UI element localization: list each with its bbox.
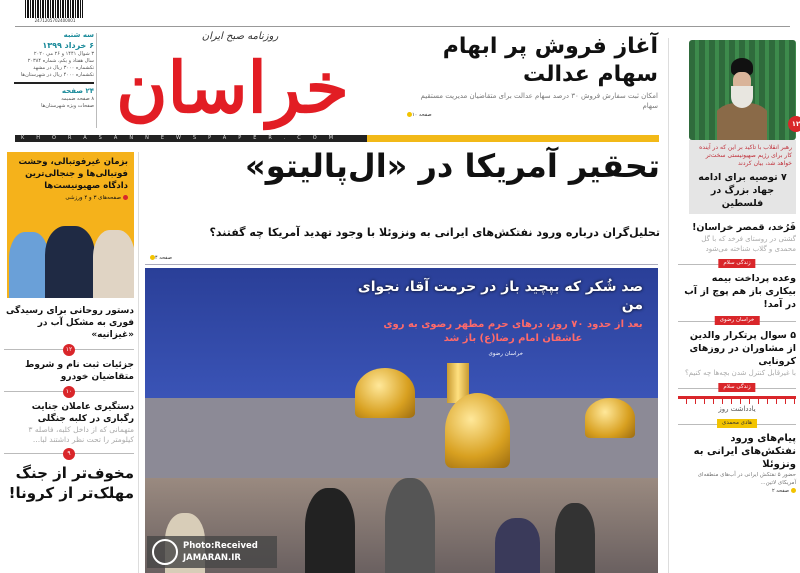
issue-date: ۶ خرداد ۱۳۹۹ xyxy=(42,41,94,50)
info-line: تکشماره ۳۰۰۰ ریال در مشهد xyxy=(33,65,94,71)
info-line: صفحات ویژه شهرستان‌ها xyxy=(41,103,94,109)
barcode xyxy=(25,0,83,18)
golden-dome xyxy=(355,368,415,418)
photo-caption-title: صد شُکر که بپچید باز در حرمت آقا، نجوای من xyxy=(357,279,643,313)
story-headline[interactable]: پیام‌های ورود نفتکش‌های ایرانی به ونزوئلا xyxy=(693,433,796,470)
golden-dome xyxy=(585,398,635,438)
info-line: ۸ صفحه ضمیمه xyxy=(61,96,94,102)
newspaper-logo: خراسان xyxy=(116,46,349,129)
section-tag: زندگی سلام xyxy=(718,259,755,268)
person-figure xyxy=(717,58,767,140)
author-tag: هادی محمدی xyxy=(717,419,757,428)
info-line: ۳ شوال ۱۴۴۱ و ۲۶ مي ۲۰۲۰ xyxy=(33,51,94,57)
top-story-summary: امکان ثبت سفارش فروش ۳۰ درصد سهام عدالت برای متقاضیان مدیریت مستقیم سهام xyxy=(420,92,658,110)
page-ref: صفحه ۴ xyxy=(148,254,248,262)
person-photo xyxy=(9,232,49,298)
barcode-number: 2471205702400001 xyxy=(34,18,76,23)
feature-headline: بزمان غیرفوتبالی، وحشت فوتبالی‌ها و جنجالی‌ترین دادگاه صهیونیست‌ها xyxy=(18,157,128,191)
story-summary: با غیرقابل کنترل شدن بچه‌ها چه کنیم؟ xyxy=(684,369,796,377)
column-title[interactable]: یادداشت روز xyxy=(718,405,756,413)
quote: رهبر انقلاب با تاکید بر این که در آینده کار برای رژیم صهیونیستی سخت‌تر خواهد شد، بیان کردند xyxy=(699,144,792,167)
story-headline[interactable]: جزئیات ثبت نام و شروط متقاضیان خودرو xyxy=(24,360,134,382)
page-ref: صفحه ۱۰ xyxy=(405,111,658,119)
section-tag: خراسان رضوی xyxy=(715,316,760,325)
story-headline: ۷ توصیه برای ادامه جهاد بزرگ در فلسطین xyxy=(698,172,787,209)
page-count: ۲۴ صفحه xyxy=(61,87,94,95)
story-headline[interactable]: مخوف‌تر از جنگ مهلک‌تر از کرونا! xyxy=(8,464,134,502)
watermark-line: Photo:Received xyxy=(183,541,258,551)
top-story xyxy=(405,33,658,119)
story-summary: حضور ۵ نفتکش ایرانی در آب‌های منطقه‌ای آمریکای لاتین... xyxy=(697,472,796,486)
right-column xyxy=(678,40,800,495)
accent-bar xyxy=(367,135,659,142)
page-ref: صفحه‌های ۳ و ۴ ورزشی xyxy=(7,194,134,202)
top-story-headline[interactable]: آغاز فروش پر ابهام سهام عدالت xyxy=(442,34,658,87)
leader-photo[interactable] xyxy=(689,40,800,140)
main-subheadline: تحلیل‌گران درباره ورود نفتکش‌های ایرانی به ونزوئلا با وجود تهدید آمریکا چه گفتند؟ xyxy=(209,226,660,239)
divider xyxy=(668,38,669,573)
divider xyxy=(145,264,658,265)
photo-credit: خراسان رضوی xyxy=(488,351,523,357)
page-number: ۱۲ xyxy=(63,344,75,356)
divider xyxy=(14,82,94,84)
issue-day: سه شنبه xyxy=(63,31,94,39)
column-decoration xyxy=(678,396,796,404)
leader-story[interactable] xyxy=(689,140,796,214)
story-summary: متهمانی که از داخل کلبه، فاصله ۳ کیلومتر را تحت نظر داشتند لبا... xyxy=(28,425,134,444)
shrine-photo[interactable] xyxy=(145,268,658,573)
photo-caption xyxy=(343,278,643,358)
story-headline[interactable]: وعده پرداخت بیمه بیکاری باز هم پوچ از آب در آمد! xyxy=(684,273,796,310)
divider xyxy=(138,152,139,573)
main-headline[interactable]: تحقیر آمریکا در «ال‌پالیتو» xyxy=(245,147,660,185)
issue-info xyxy=(14,31,94,110)
person-photo xyxy=(93,230,134,298)
golden-dome xyxy=(445,393,510,468)
story-headline[interactable]: دستور روحانی برای رسیدگی فوری به مشکل آب در «غیزانیه» xyxy=(5,306,134,340)
page-badge: ۱۲ xyxy=(788,116,800,132)
info-line: سال هفتاد و یکم، شماره ۲۰۳۸۴ xyxy=(27,58,94,64)
page-number: ۱۰ xyxy=(63,386,75,398)
divider xyxy=(96,33,97,128)
photo-caption-text: بعد از حدود ۷۰ روز، درهای حرم مطهر رضوی به روی عاشقان امام رضا(ع) باز شد xyxy=(383,319,643,344)
sports-feature[interactable] xyxy=(7,152,134,298)
page-ref: صفحه ۲ xyxy=(678,487,796,495)
info-line: تکشماره ۴۰۰۰ ریال در شهرستان‌ها xyxy=(20,72,94,78)
story-headline[interactable]: ۵ سوال پرتکرار والدین از مشاوران در روزهای کرونایی xyxy=(689,330,796,367)
watermark-line: JAMARAN.IR xyxy=(183,553,241,563)
story-summary: گشتی در روستای فرخد که با گل محمدی و گلاب شناخته می‌شود xyxy=(701,235,796,253)
left-column xyxy=(4,152,134,503)
website-bar: KHORASANNEWSPAPER.COM xyxy=(15,135,367,142)
page-number: ۹ xyxy=(63,448,75,460)
section-tag: زندگی سلام xyxy=(718,383,755,392)
story-headline[interactable]: فَرُخد، قمصر خراسان! xyxy=(692,222,796,233)
photo-watermark xyxy=(147,536,277,568)
logo-tagline: روزنامه صبح ایران xyxy=(201,31,279,42)
person-photo xyxy=(45,226,95,298)
jamaran-logo xyxy=(152,539,178,565)
divider xyxy=(15,26,790,27)
story-headline[interactable]: دستگیری عاملان جنایت رگباری در کلبه جنگلی xyxy=(31,402,134,424)
